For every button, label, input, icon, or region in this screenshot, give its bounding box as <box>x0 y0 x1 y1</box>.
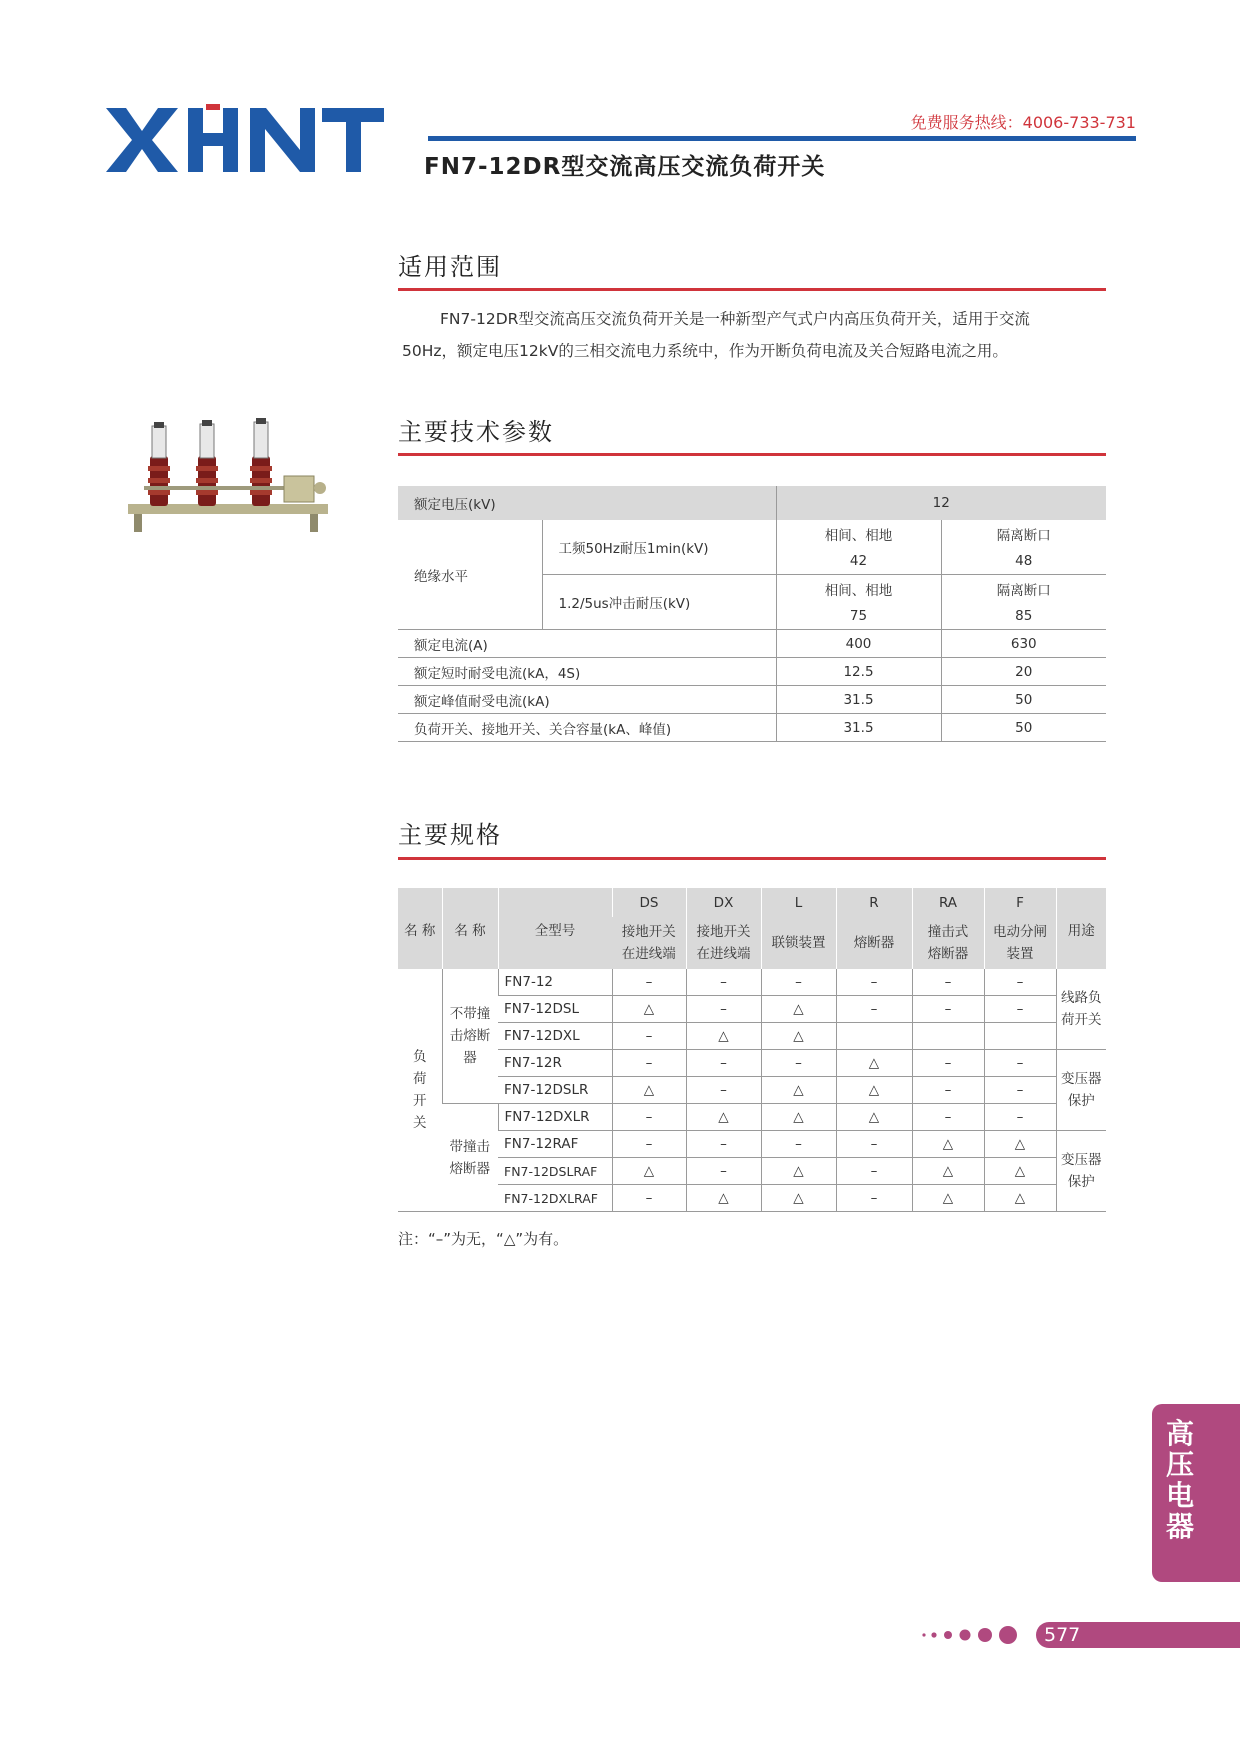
mark-cell: – <box>686 1077 761 1104</box>
specs-heading-rule <box>398 857 1106 860</box>
mark-cell: – <box>686 1131 761 1158</box>
model-cell: FN7-12DSLR <box>498 1077 612 1104</box>
param-row-value: 31.5 <box>776 714 941 742</box>
mark-cell: – <box>686 1158 761 1185</box>
model-cell: FN7-12R <box>498 1050 612 1077</box>
mark-cell: – <box>761 1050 836 1077</box>
table-header-row <box>398 888 1106 917</box>
header-rule <box>428 136 1136 141</box>
mark-cell: △ <box>761 1023 836 1050</box>
params-heading-rule <box>398 453 1106 456</box>
model-cell: FN7-12DSL <box>498 996 612 1023</box>
power-freq-phase-header: 相间、相地 <box>776 520 941 547</box>
mark-cell: – <box>912 969 984 996</box>
scope-paragraph <box>402 303 1102 367</box>
mark-cell: – <box>912 996 984 1023</box>
mark-cell: △ <box>912 1131 984 1158</box>
table-row <box>398 1131 1106 1158</box>
usage-transformer-1: 变压器 保护 <box>1056 1050 1106 1131</box>
rated-voltage-value: 12 <box>776 486 1106 520</box>
header-feature: 联锁装置 <box>761 917 836 969</box>
mark-cell: – <box>984 1050 1056 1077</box>
mark-cell: – <box>836 1185 912 1212</box>
page-dots-decoration <box>920 1622 1030 1648</box>
mark-cell: – <box>612 969 686 996</box>
impulse-label: 1.2/5us冲击耐压(kV) <box>542 575 776 630</box>
header-code: DX <box>686 888 761 917</box>
mark-cell: – <box>761 1131 836 1158</box>
page-number: 577 <box>1044 1624 1081 1646</box>
mark-cell: – <box>912 1077 984 1104</box>
mark-cell: △ <box>984 1158 1056 1185</box>
header-code: F <box>984 888 1056 917</box>
mark-cell: △ <box>612 1077 686 1104</box>
table-row <box>398 486 1106 520</box>
param-row-value: 31.5 <box>776 686 941 714</box>
mark-cell: – <box>612 1131 686 1158</box>
group-no-striker: 不带撞 击熔断 器 <box>442 969 498 1104</box>
mark-cell: △ <box>686 1023 761 1050</box>
page-number-tab <box>1036 1622 1240 1648</box>
mark-cell: △ <box>836 1077 912 1104</box>
power-freq-gap-value: 48 <box>941 547 1106 575</box>
param-row-label: 额定短时耐受电流(kA，4S) <box>398 658 776 686</box>
mark-cell: – <box>612 1050 686 1077</box>
mark-cell: – <box>984 1104 1056 1131</box>
header-name-2: 名 称 <box>442 888 498 969</box>
impulse-gap-value: 85 <box>941 602 1106 630</box>
model-cell: FN7-12 <box>498 969 612 996</box>
usage-transformer-2: 变压器 保护 <box>1056 1131 1106 1212</box>
scope-line-1: FN7-12DR型交流高压交流负荷开关是一种新型产气式户内高压负荷开关，适用于交流 <box>440 310 1030 328</box>
param-row-label: 额定峰值耐受电流(kA) <box>398 686 776 714</box>
mark-cell: △ <box>761 1104 836 1131</box>
table-row <box>398 1158 1106 1185</box>
parameters-table <box>398 486 1106 742</box>
header-feature: 接地开关 在进线端 <box>612 917 686 969</box>
mark-cell: △ <box>612 996 686 1023</box>
specifications-table <box>398 888 1106 1212</box>
scope-line-2: 50Hz，额定电压12kV的三相交流电力系统中，作为开断负荷电流及关合短路电流之用。 <box>402 342 1008 360</box>
mark-cell <box>984 1023 1056 1050</box>
header-code: R <box>836 888 912 917</box>
model-cell: FN7-12DXLRAF <box>498 1185 612 1212</box>
header-usage: 用途 <box>1056 888 1106 969</box>
product-photo <box>124 416 340 540</box>
power-freq-label: 工频50Hz耐压1min(kV) <box>542 520 776 575</box>
header-code: RA <box>912 888 984 917</box>
mark-cell: – <box>836 996 912 1023</box>
header-feature: 接地开关 在进线端 <box>686 917 761 969</box>
mark-cell: – <box>612 1023 686 1050</box>
mark-cell: △ <box>912 1185 984 1212</box>
impulse-phase-header: 相间、相地 <box>776 575 941 603</box>
header-name-1: 名 称 <box>398 888 442 969</box>
table-row <box>398 1023 1106 1050</box>
usage-line-switch: 线路负 荷开关 <box>1056 969 1106 1050</box>
model-cell: FN7-12DXL <box>498 1023 612 1050</box>
mark-cell: – <box>686 969 761 996</box>
header-code: L <box>761 888 836 917</box>
table-row <box>398 714 1106 742</box>
table-note: 注：“–”为无，“△”为有。 <box>398 1230 569 1248</box>
param-row-value: 12.5 <box>776 658 941 686</box>
param-row-value: 50 <box>941 686 1106 714</box>
rated-voltage-label: 额定电压(kV) <box>398 486 776 520</box>
mark-cell: △ <box>836 1050 912 1077</box>
mark-cell: △ <box>984 1131 1056 1158</box>
mark-cell: △ <box>912 1158 984 1185</box>
power-freq-gap-header: 隔离断口 <box>941 520 1106 547</box>
mark-cell: △ <box>836 1104 912 1131</box>
mark-cell: – <box>984 1077 1056 1104</box>
mark-cell: – <box>761 969 836 996</box>
mark-cell: – <box>836 969 912 996</box>
scope-heading-rule <box>398 288 1106 291</box>
model-cell: FN7-12DSLRAF <box>498 1158 612 1185</box>
impulse-phase-value: 75 <box>776 602 941 630</box>
mark-cell: – <box>612 1104 686 1131</box>
model-cell: FN7-12RAF <box>498 1131 612 1158</box>
mark-cell: – <box>836 1158 912 1185</box>
header-feature: 熔断器 <box>836 917 912 969</box>
table-row <box>398 996 1106 1023</box>
specs-heading: 主要规格 <box>398 821 502 849</box>
table-row <box>398 1185 1106 1212</box>
param-row-label: 额定电流(A) <box>398 630 776 658</box>
side-tab-label: 高压电器 <box>1165 1417 1194 1543</box>
param-row-value: 20 <box>941 658 1106 686</box>
model-cell: FN7-12DXLR <box>498 1104 612 1131</box>
mark-cell: △ <box>686 1104 761 1131</box>
table-row <box>398 520 1106 547</box>
mark-cell: △ <box>984 1185 1056 1212</box>
table-row <box>398 1050 1106 1077</box>
mark-cell: △ <box>761 996 836 1023</box>
mark-cell: △ <box>761 1077 836 1104</box>
mark-cell: – <box>836 1131 912 1158</box>
category-side-tab <box>1152 1404 1240 1582</box>
xhnt-logo <box>104 104 386 176</box>
table-row <box>398 1077 1106 1104</box>
mark-cell: △ <box>761 1158 836 1185</box>
impulse-gap-header: 隔离断口 <box>941 575 1106 603</box>
mark-cell <box>912 1023 984 1050</box>
header-model: 全型号 <box>498 888 612 969</box>
power-freq-phase-value: 42 <box>776 547 941 575</box>
header-feature: 撞击式 熔断器 <box>912 917 984 969</box>
table-row <box>398 658 1106 686</box>
header-code: DS <box>612 888 686 917</box>
param-row-label: 负荷开关、接地开关、关合容量(kA、峰值) <box>398 714 776 742</box>
mark-cell: – <box>612 1185 686 1212</box>
param-row-value: 50 <box>941 714 1106 742</box>
group-with-striker: 带撞击 熔断器 <box>442 1104 498 1212</box>
params-heading: 主要技术参数 <box>398 418 554 446</box>
mark-cell: – <box>984 996 1056 1023</box>
header-feature: 电动分闸 装置 <box>984 917 1056 969</box>
service-hotline: 免费服务热线：4006-733-731 <box>910 113 1136 132</box>
mark-cell <box>836 1023 912 1050</box>
mark-cell: △ <box>761 1185 836 1212</box>
table-row <box>398 969 1106 996</box>
mark-cell: △ <box>612 1158 686 1185</box>
mark-cell: – <box>686 996 761 1023</box>
mark-cell: – <box>686 1050 761 1077</box>
param-row-value: 400 <box>776 630 941 658</box>
scope-heading: 适用范围 <box>398 253 502 281</box>
product-title: FN7-12DR型交流高压交流负荷开关 <box>424 154 826 180</box>
category-cell: 负 荷 开 关 <box>398 969 442 1212</box>
mark-cell: △ <box>686 1185 761 1212</box>
mark-cell: – <box>912 1104 984 1131</box>
table-row <box>398 686 1106 714</box>
mark-cell: – <box>912 1050 984 1077</box>
table-row <box>398 630 1106 658</box>
insulation-label: 绝缘水平 <box>398 520 542 630</box>
mark-cell: – <box>984 969 1056 996</box>
table-row <box>398 1104 1106 1131</box>
param-row-value: 630 <box>941 630 1106 658</box>
